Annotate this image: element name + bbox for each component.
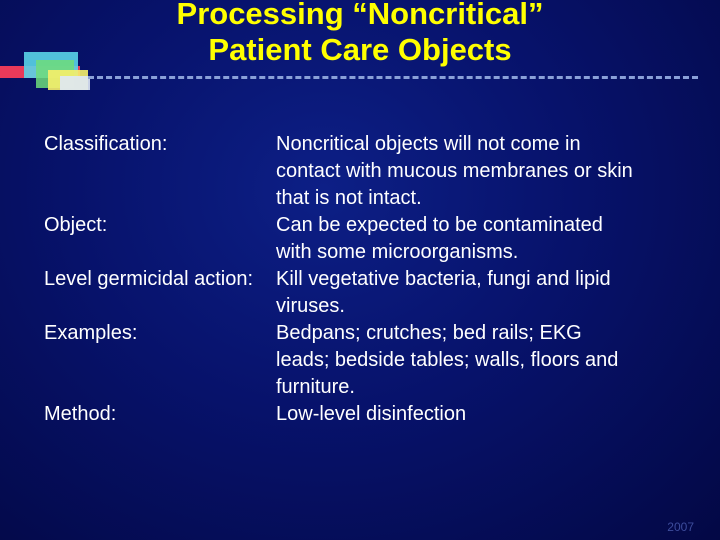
definition-list [44, 131, 704, 428]
value-examples [276, 320, 688, 401]
value-line: Low-level disinfection [276, 403, 467, 425]
value-line: Kill vegetative bacteria, fungi and lipid [276, 268, 611, 290]
value-method [276, 401, 688, 428]
logo-white-square [60, 76, 90, 90]
value-germicidal-action [276, 266, 688, 320]
row-germicidal-action [44, 266, 704, 320]
value-line: Can be expected to be contaminated [276, 214, 603, 236]
row-method [44, 401, 704, 428]
value-line: with some microorganisms. [276, 241, 519, 263]
value-line: leads; bedside tables; walls, floors and [276, 349, 619, 371]
label-examples: Examples: [44, 322, 138, 344]
value-line: Bedpans; crutches; bed rails; EKG [276, 322, 582, 344]
title-line-2: Patient Care Objects [208, 32, 512, 67]
label-object: Object: [44, 214, 108, 236]
row-examples [44, 320, 704, 401]
value-line: contact with mucous membranes or skin [276, 160, 633, 182]
value-line: viruses. [276, 295, 345, 317]
label-classification: Classification: [44, 133, 168, 155]
value-line: Noncritical objects will not come in [276, 133, 581, 155]
row-classification [44, 131, 704, 212]
label-method: Method: [44, 403, 117, 425]
value-line: furniture. [276, 376, 355, 398]
title-divider [88, 76, 698, 79]
row-object [44, 212, 704, 266]
title-line-1: Processing “Noncritical” [176, 0, 544, 31]
slide-title [0, 0, 720, 68]
footer-year: 2007 [667, 520, 694, 534]
value-object [276, 212, 688, 266]
label-germicidal-action: Level germicidal action: [44, 268, 253, 290]
value-line: that is not intact. [276, 187, 422, 209]
value-classification [276, 131, 688, 212]
